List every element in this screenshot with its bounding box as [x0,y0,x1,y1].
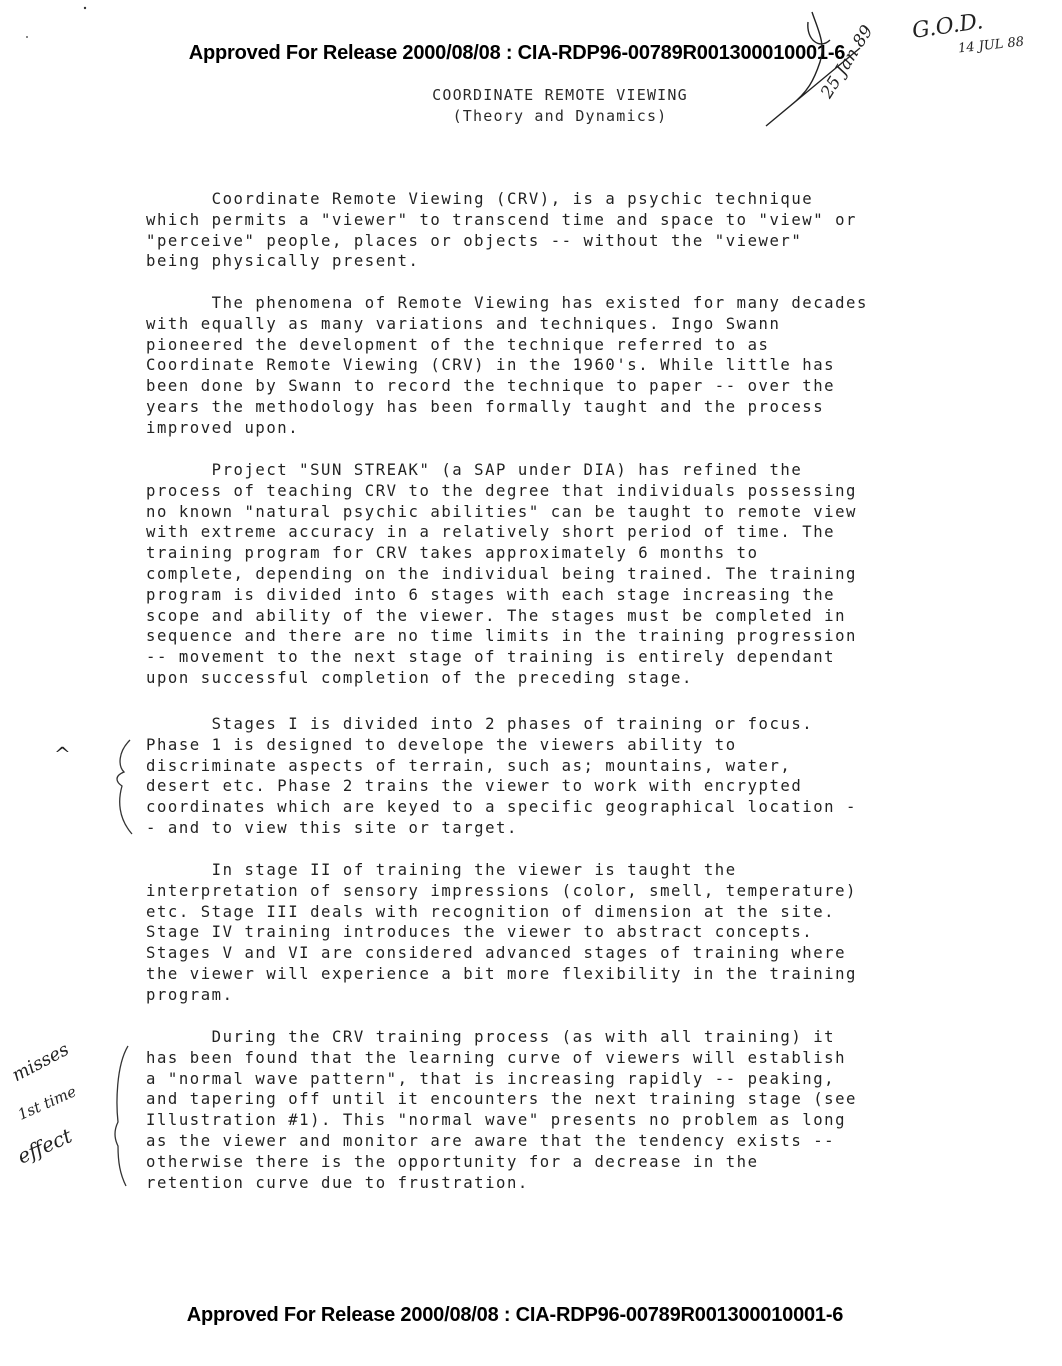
speck [84,7,86,9]
speck [26,36,28,38]
release-stamp-bottom: Approved For Release 2000/08/08 : CIA-RDP96-00789R001300010001-6 [186,1304,844,1326]
release-stamp-top: Approved For Release 2000/08/08 : CIA-RDP96-00789R001300010001-6 [188,42,846,64]
handwritten-date-diagonal: 25 Jan 89 [817,21,878,102]
margin-bracket-stage-one [117,740,132,834]
handwritten-margin-note-line3: effect [13,1123,76,1169]
handwritten-margin-note-line2: 1st time [15,1082,79,1124]
handwritten-margin-mark: ^ [54,742,71,766]
paragraph-learning-curve: During the CRV training process (as with all training) it has been found that the learning curve of viewers will establish a "normal wave pattern", that is increasing rapidly -- peaking, and tapering off until it encounters the next training stage (see Illustration #1). This "normal wave" presents no problem as long as the viewer and monitor are aware that the tendency exists -- otherwise there is the opportunity for a decrease in the retention curve due to frustration. [146,1028,857,1192]
paragraph-history: The phenomena of Remote Viewing has existed for many decades with equally as many variations and techniques. Ingo Swann pioneered the development of the technique referred to as Coordinate Remote Viewing (CRV) in the 1960's. While little has been done by Swann to record the technique to paper -- over the years the methodology has been formally taught and the process improved upon. [146,294,868,437]
paragraph-stages-two-to-six: In stage II of training the viewer is taught the interpretation of sensory impressions (color, smell, temperature) etc. Stage III deals with recognition of dimension at the site. Stage IV training introduces the viewer to abstract concepts. Stages V and VI are considered advanced stages of training where the viewer will experience a bit more flexibility in the training program. [146,861,857,1004]
document-title: COORDINATE REMOTE VIEWING [432,86,688,104]
paragraph-stage-one: Stages I is divided into 2 phases of training or focus. Phase 1 is designed to develope the viewers ability to discriminate aspects of terrain, such as; mountains, water, desert etc. Phase 2 trains the viewer to work with encrypted coordinates which are keyed to a specific geographical location - - and to view this site or target. [146,715,857,837]
paragraph-sun-streak: Project "SUN STREAK" (a SAP under DIA) has refined the process of teaching CRV to the degree that individuals possessing no known "natural psychic abilities" can be taught to remote view with extreme accuracy in a relatively short period of time. The training program for CRV takes approximately 6 months to complete, depending on the individual being trained. The training program is divided into 6 stages with each stage increasing the scope and ability of the viewer. The stages must be completed in sequence and there are no time limits in the training progression -- movement to the next stage of training is entirely dependant upon successful completion of the preceding stage. [146,461,857,687]
handwritten-initials: G.O.D. [910,9,985,44]
paragraph-crv-definition: Coordinate Remote Viewing (CRV), is a psychic technique which permits a "viewer" to transcend time and space to "view" or "perceive" people, places or objects -- without the "viewer" being physically present. [146,190,857,271]
handwritten-date-top: 14 JUL 88 [957,34,1025,57]
handwritten-margin-note-line1: misses [8,1038,73,1087]
margin-bracket-learning-curve [115,1046,128,1186]
document-subtitle: (Theory and Dynamics) [452,107,668,125]
